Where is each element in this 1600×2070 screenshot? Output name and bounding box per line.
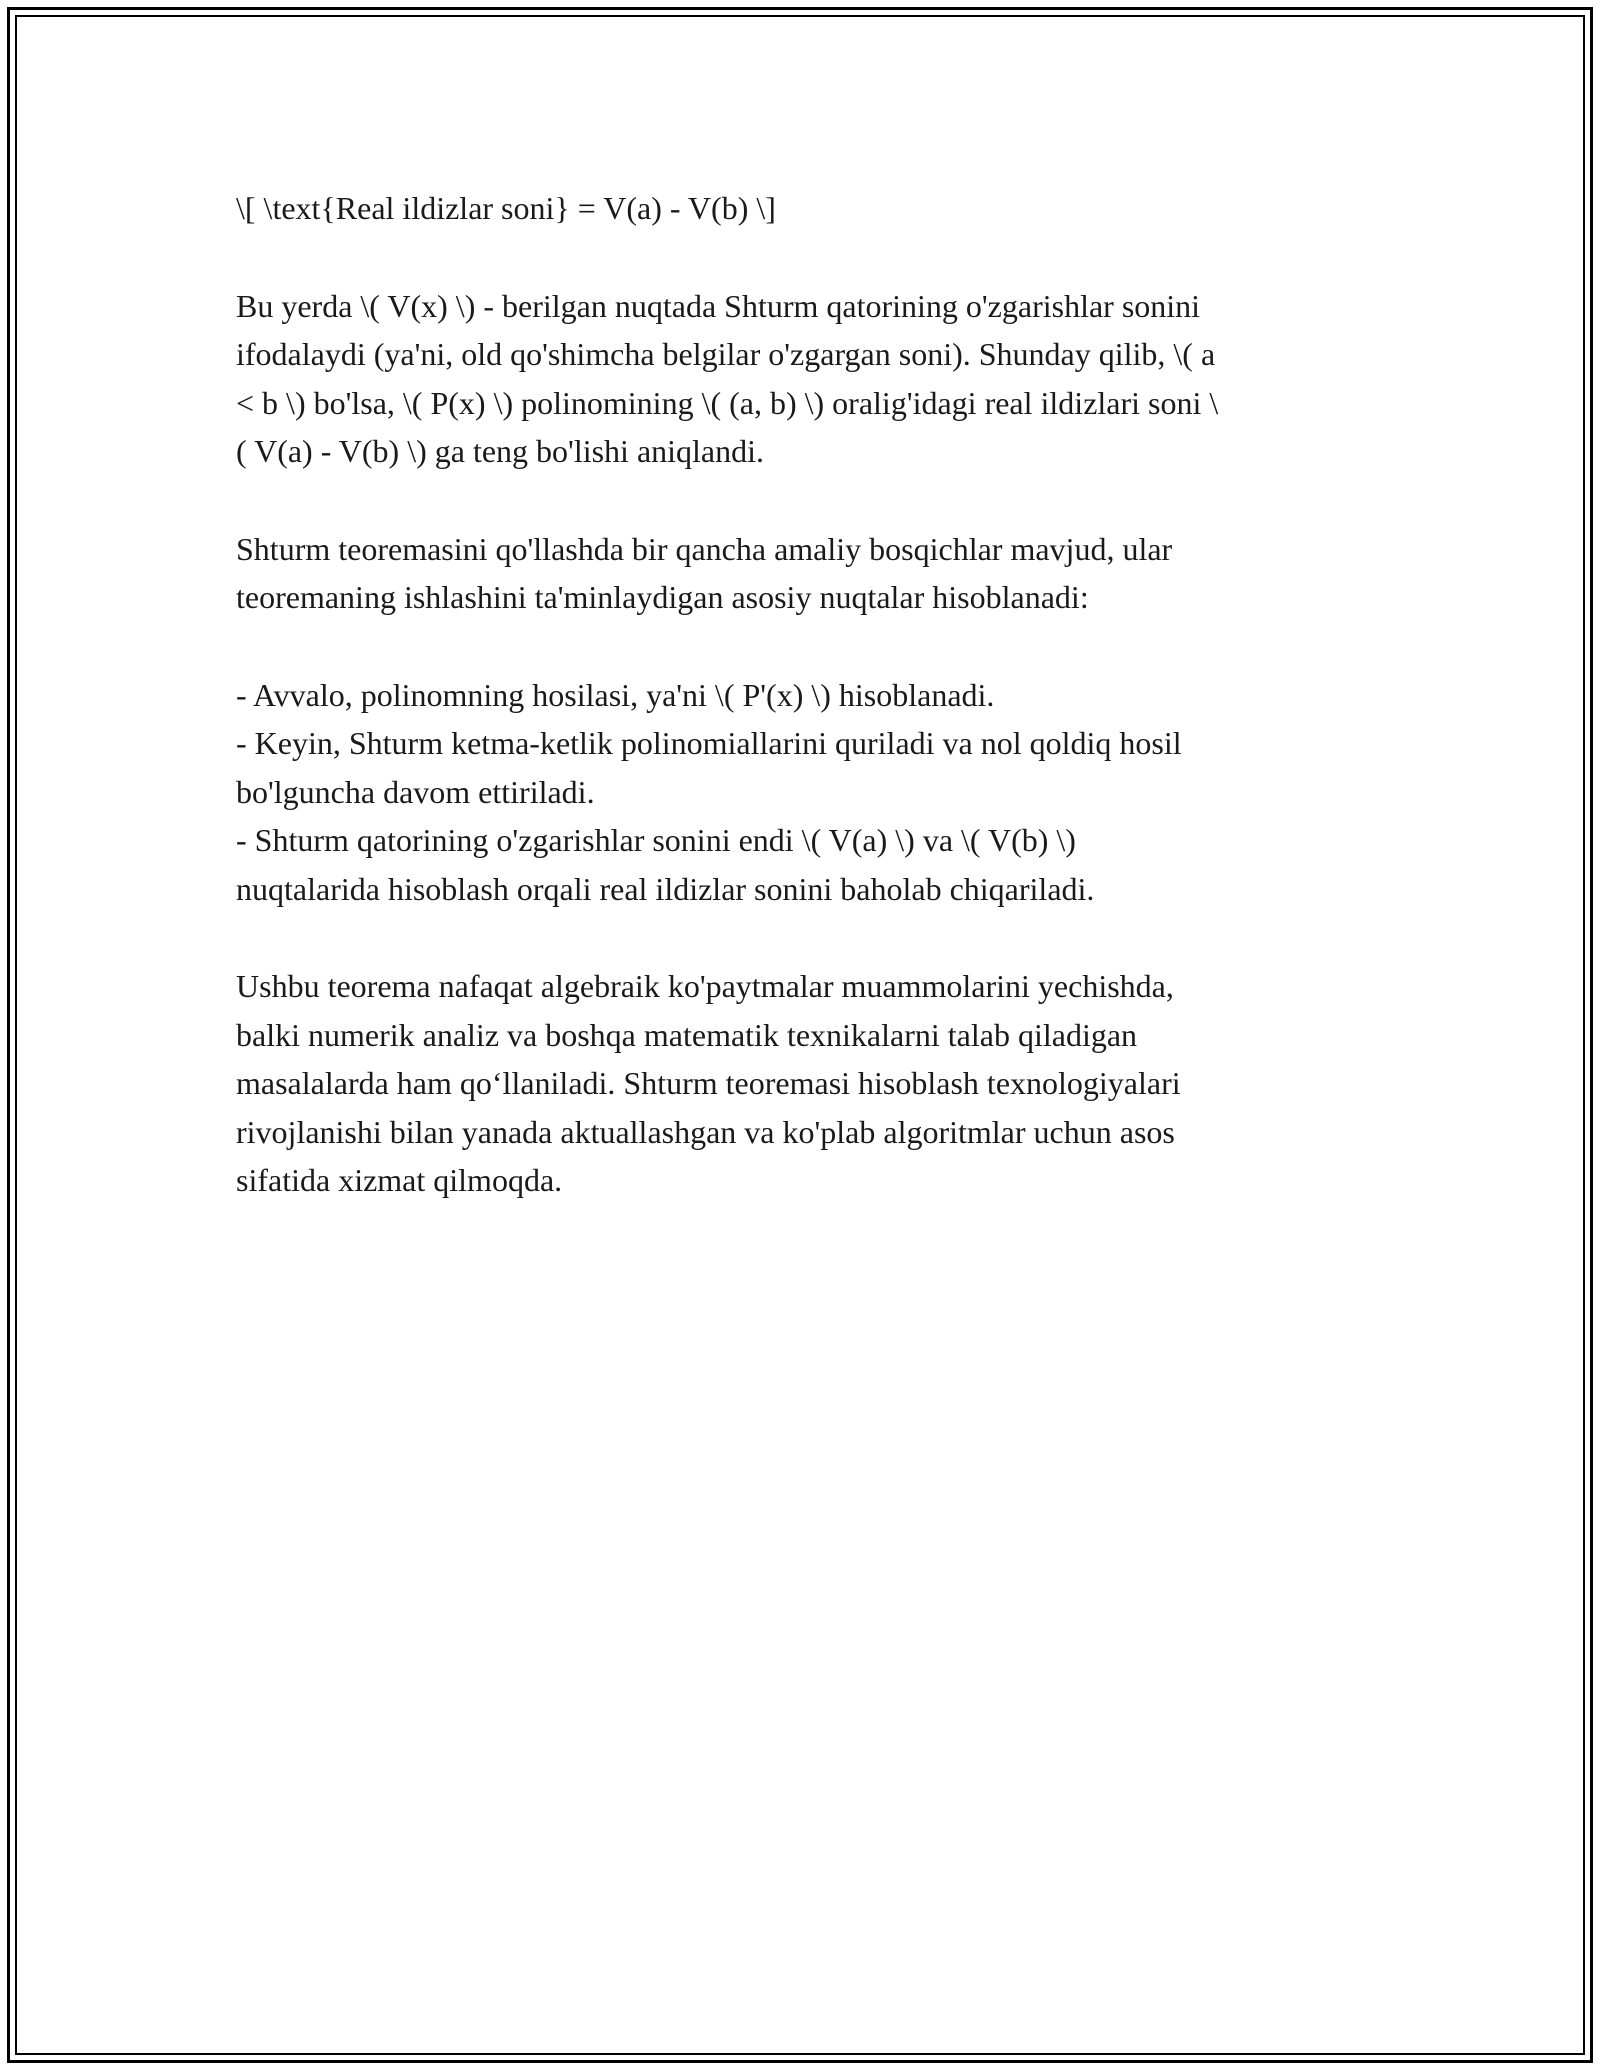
text-line: balki numerik analiz va boshqa matematik texnikalarni talab qiladigan <box>236 1016 1138 1053</box>
steps-list <box>236 671 1366 914</box>
text-line: Ushbu teorema nafaqat algebraik ko'paytmalar muammolarini yechishda, <box>236 968 1174 1004</box>
text-line: - Keyin, Shturm ketma-ketlik polinomiallarini quriladi va nol qoldiq hosil <box>236 725 1182 761</box>
document-body <box>236 184 1366 1254</box>
text-line: < b \) bo'lsa, \( P(x) \) polinomining \( (a, b) \) oralig'idagi real ildizlari soni \ <box>236 384 1219 421</box>
formula-line <box>236 184 1366 233</box>
text-line: ( V(a) - V(b) \) ga teng bo'lishi aniqlandi. <box>236 433 765 469</box>
text-line: - Avvalo, polinomning hosilasi, ya'ni \( P'(x) \) hisoblanadi. <box>236 676 995 713</box>
text-line: Shturm teoremasini qo'llashda bir qancha amaliy bosqichlar mavjud, ular <box>236 530 1173 567</box>
text-line: masalalarda ham qo‘llaniladi. Shturm teoremasi hisoblash texnologiyalari <box>236 1065 1181 1101</box>
text-line: nuqtalarida hisoblash orqali real ildizlar sonini baholab chiqariladi. <box>236 870 1095 907</box>
text-line: rivojlanishi bilan yanada aktuallashgan va ko'plab algoritmlar uchun asos <box>236 1113 1175 1150</box>
text-line: ifodalaydi (ya'ni, old qo'shimcha belgilar o'zgargan soni). Shunday qilib, \( a <box>236 336 1216 372</box>
text-line: - Shturm qatorining o'zgarishlar sonini endi \( V(a) \) va \( V(b) \) <box>236 822 1076 858</box>
formula-text: \[ \text{Real ildizlar soni} = V(a) - V(b) \] <box>236 190 776 226</box>
text-line: Bu yerda \( V(x) \) - berilgan nuqtada Shturm qatorining o'zgarishlar sonini <box>236 287 1201 324</box>
text-line: sifatida xizmat qilmoqda. <box>236 1162 563 1198</box>
paragraph-steps-intro <box>236 525 1366 622</box>
paragraph-conclusion <box>236 962 1366 1205</box>
text-line: teoremaning ishlashini ta'minlaydigan asosiy nuqtalar hisoblanadi: <box>236 579 1089 615</box>
paragraph-definition <box>236 282 1366 476</box>
list-item <box>236 816 1366 913</box>
list-item <box>236 671 1366 720</box>
list-item <box>236 719 1366 816</box>
text-line: bo'lguncha davom ettiriladi. <box>236 773 595 810</box>
